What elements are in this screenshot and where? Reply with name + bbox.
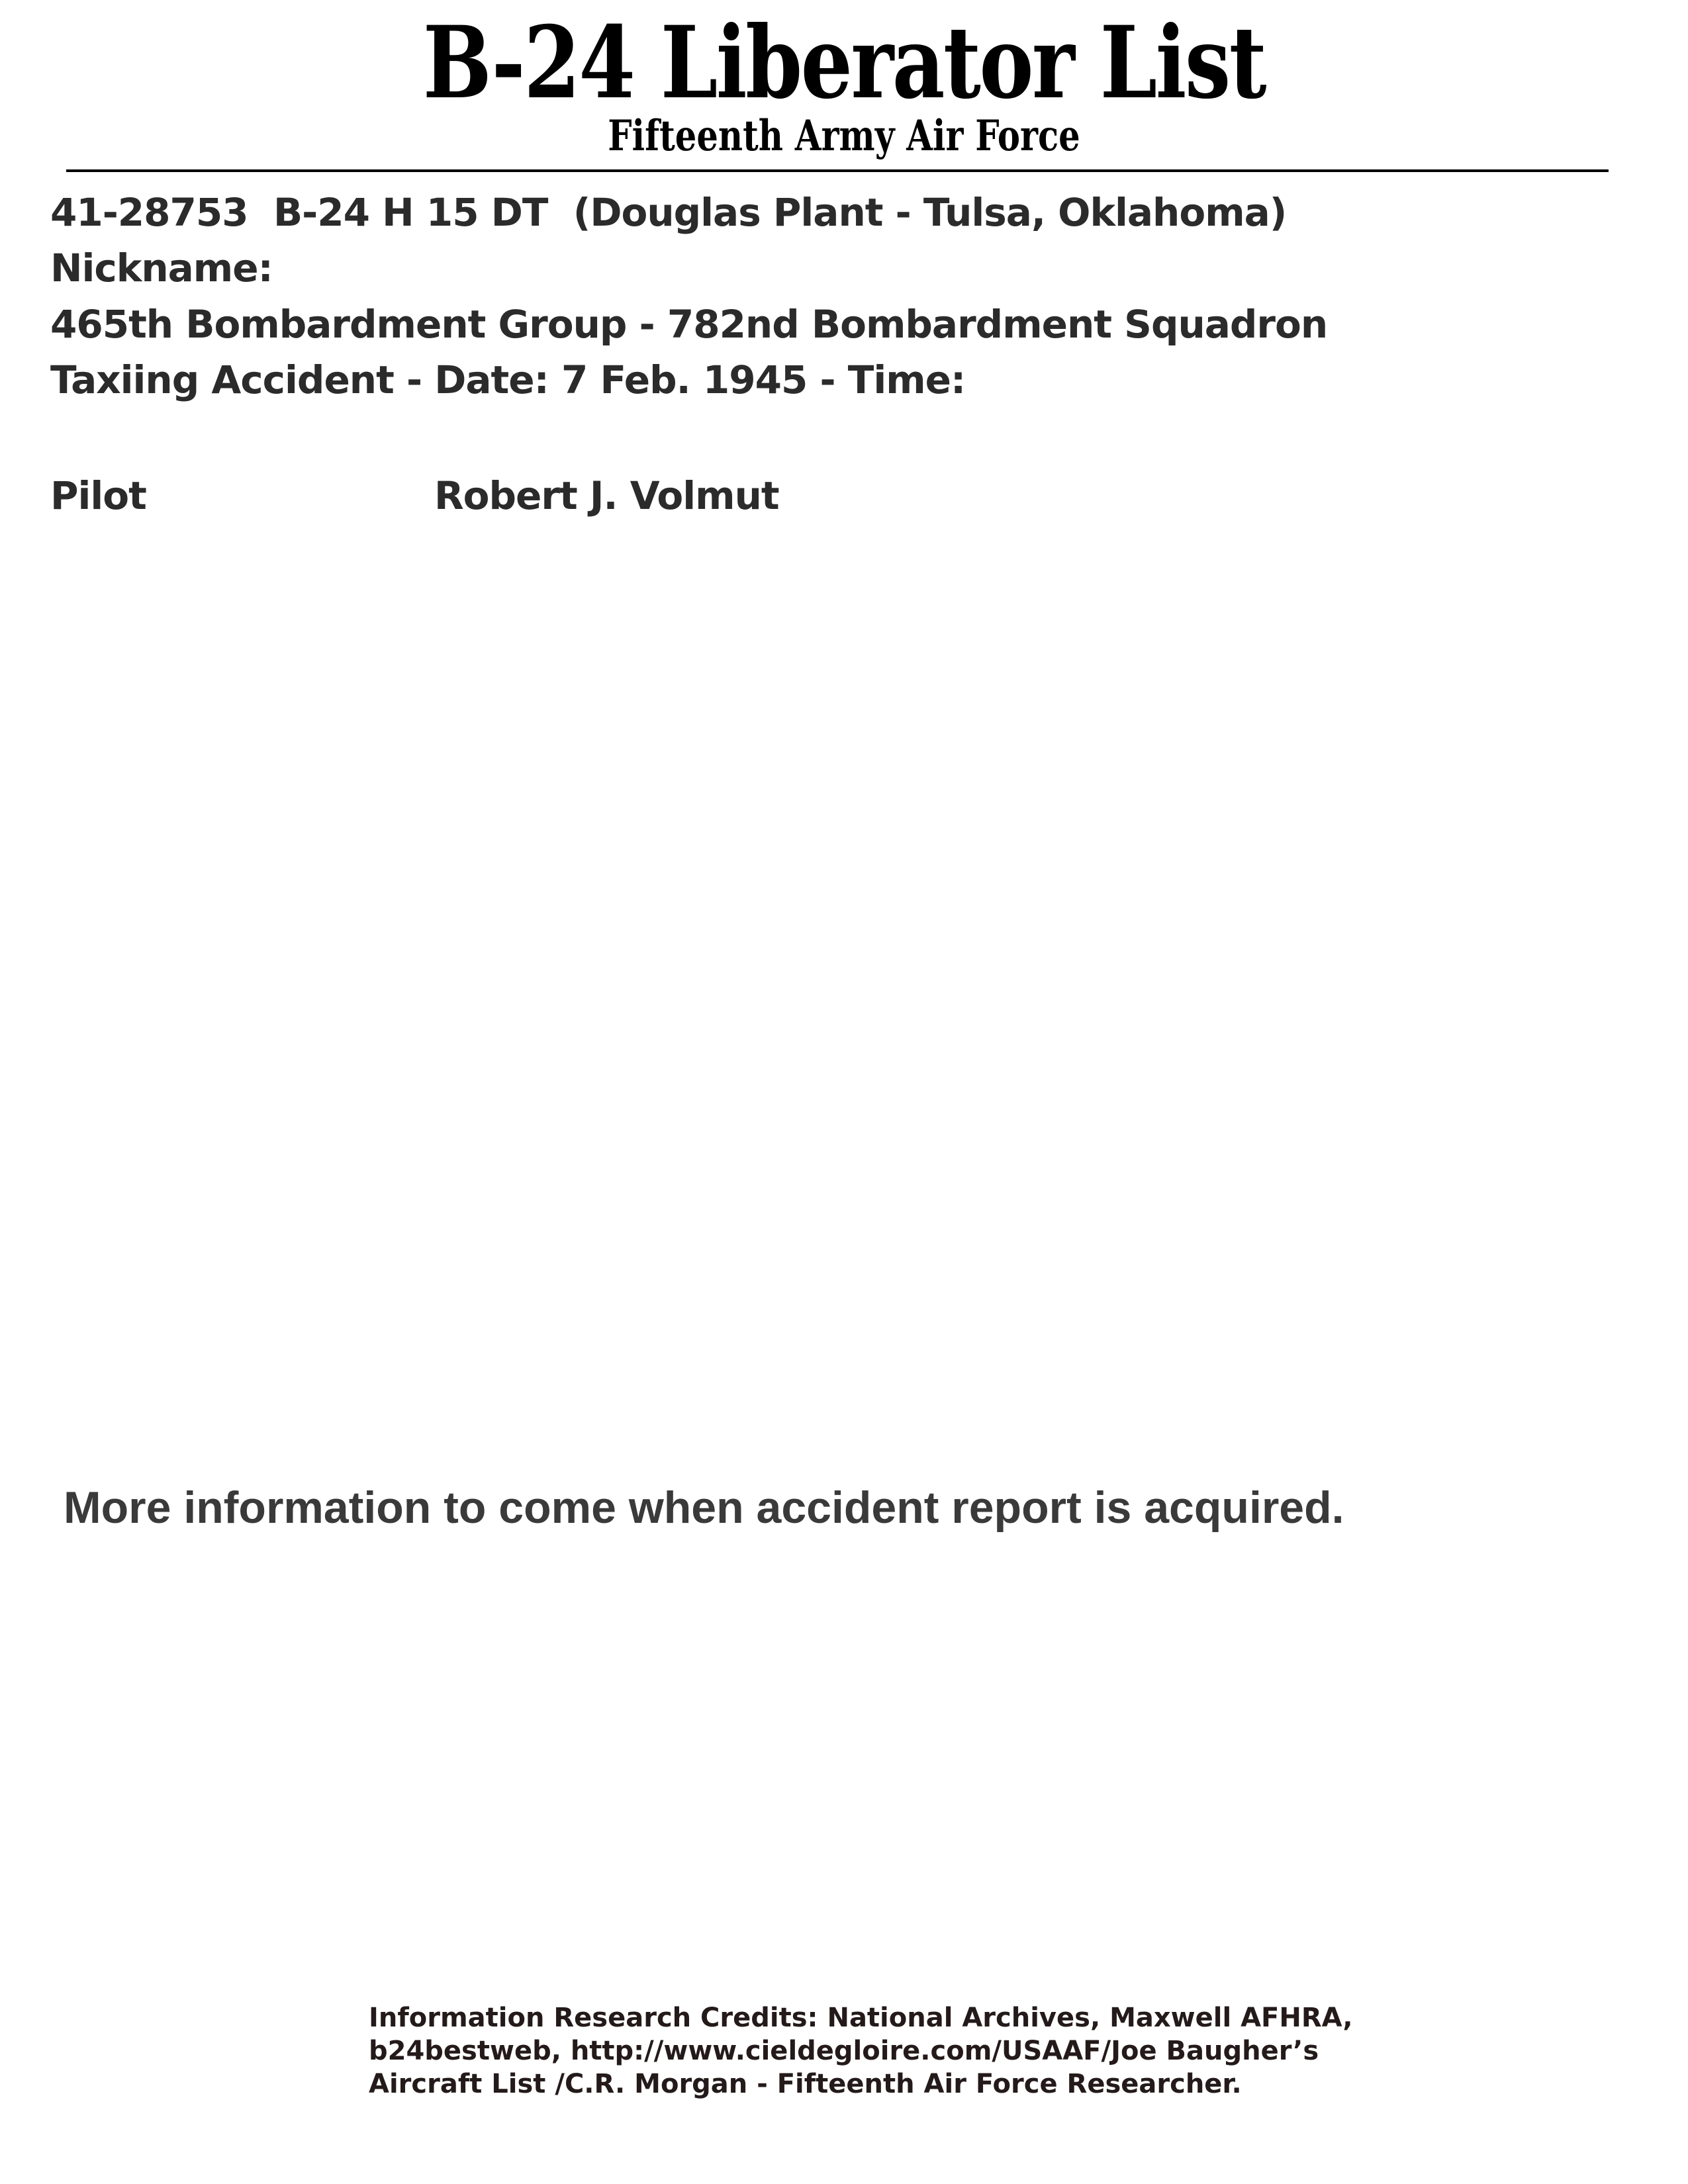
aircraft-serial-line: 41-28753 B-24 H 15 DT (Douglas Plant - Tulsa, Oklahoma) <box>50 190 1287 235</box>
credits-line: Aircraft List /C.R. Morgan - Fifteenth Air Force Researcher. <box>369 2069 1242 2099</box>
credits-line: b24bestweb, http://www.cieldegloire.com/USAAF/Joe Baugher’s <box>369 2036 1319 2066</box>
crew-role-pilot: Pilot <box>50 473 146 518</box>
crew-name-pilot: Robert J. Volmut <box>434 473 779 518</box>
nickname-line: Nickname: <box>50 246 273 291</box>
research-credits <box>369 2001 1362 2101</box>
page-subtitle: Fifteenth Army Air Force <box>608 111 1080 161</box>
accident-line: Taxiing Accident - Date: 7 Feb. 1945 - Time: <box>50 357 966 402</box>
pending-info-note: More information to come when accident report is acquired. <box>64 1482 1344 1533</box>
page-title: B-24 Liberator List <box>422 5 1266 121</box>
unit-line: 465th Bombardment Group - 782nd Bombardment Squadron <box>50 302 1328 347</box>
credits-line: Information Research Credits: National Archives, Maxwell AFHRA, <box>369 2003 1353 2033</box>
header-divider <box>66 169 1609 172</box>
